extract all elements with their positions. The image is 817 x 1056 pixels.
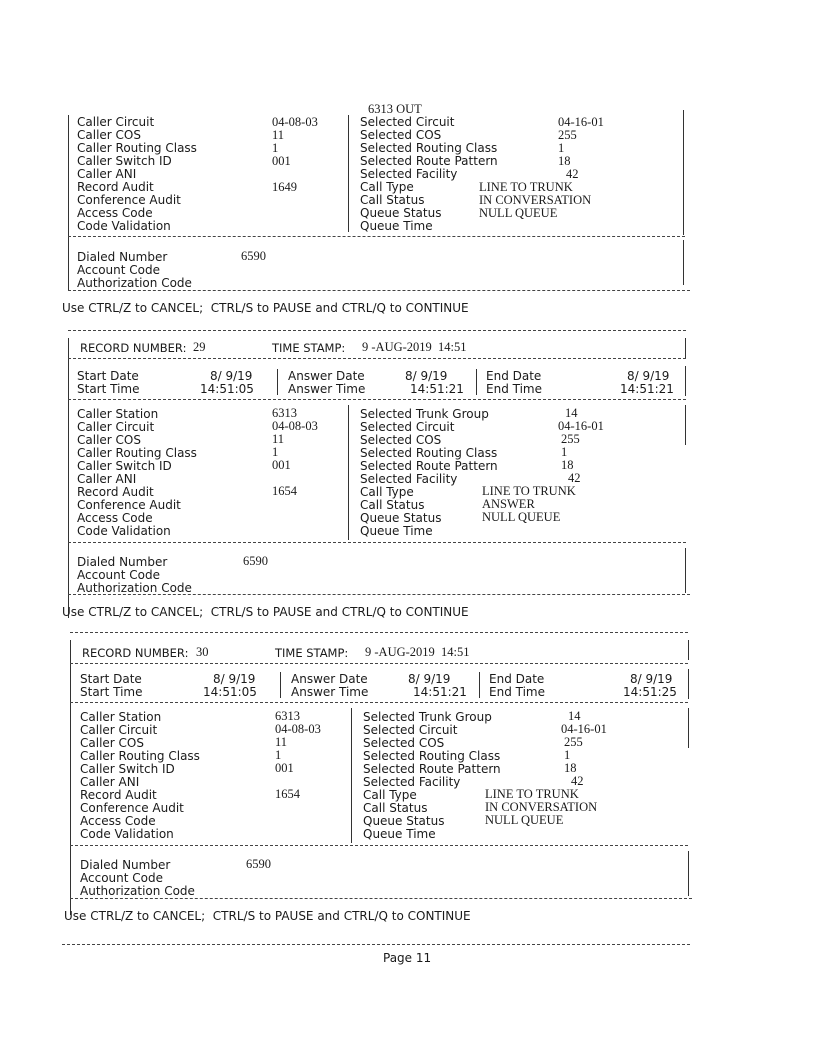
selected-cos-value: 255	[558, 128, 577, 142]
selected-route-pattern-label: Selected Route Pattern	[360, 459, 498, 473]
answer-date-value: 8/ 9/19	[405, 369, 448, 383]
call-status-label: Call Status	[360, 193, 425, 207]
selected-facility-label: Selected Facility	[360, 472, 458, 486]
account-code-label: Account Code	[77, 263, 160, 277]
code-validation-label: Code Validation	[80, 827, 174, 841]
caller-station-label: Caller Station	[77, 407, 159, 421]
queue-status-label: Queue Status	[360, 511, 442, 525]
access-code-label: Access Code	[77, 206, 153, 220]
access-code-label: Access Code	[77, 511, 153, 525]
record-number-label: RECORD NUMBER:	[82, 646, 189, 660]
selected-trunk-group-value: 14	[565, 406, 578, 420]
caller-routing-class-value: 1	[272, 445, 279, 459]
caller-routing-class-label: Caller Routing Class	[80, 749, 200, 763]
call-type-value: LINE TO TRUNK	[479, 180, 573, 194]
authorization-code-label: Authorization Code	[80, 884, 195, 898]
start-time-label: Start Time	[77, 382, 140, 396]
selected-route-pattern-label: Selected Route Pattern	[360, 154, 498, 168]
caller-station-label: Caller Station	[80, 710, 162, 724]
record-number-label: RECORD NUMBER:	[80, 341, 187, 355]
dialed-number-value: 6590	[243, 554, 268, 568]
record-audit-value: 1649	[272, 180, 297, 194]
call-status-label: Call Status	[363, 801, 428, 815]
selected-trunk-group-label: Selected Trunk Group	[363, 710, 492, 724]
dialed-number-label: Dialed Number	[77, 250, 168, 264]
caller-switch-id-label: Caller Switch ID	[77, 459, 172, 473]
account-code-label: Account Code	[80, 871, 163, 885]
record-number-value: 30	[196, 645, 209, 659]
code-validation-label: Code Validation	[77, 524, 171, 538]
pause-instructions: Use CTRL/Z to CANCEL; CTRL/S to PAUSE and CTRL/Q to CONTINUE	[64, 909, 471, 923]
account-code-label: Account Code	[77, 568, 160, 582]
selected-facility-value: 42	[566, 167, 579, 181]
dialed-number-value: 6590	[241, 249, 266, 263]
caller-cos-value: 11	[275, 735, 288, 749]
caller-routing-class-label: Caller Routing Class	[77, 141, 197, 155]
selected-circuit-label: Selected Circuit	[363, 723, 458, 737]
start-time-value: 14:51:05	[203, 685, 257, 699]
caller-switch-id-value: 001	[272, 154, 291, 168]
time-stamp-label: TIME STAMP:	[275, 646, 349, 660]
end-date-value: 8/ 9/19	[630, 672, 673, 686]
selected-routing-class-value: 1	[564, 748, 571, 762]
selected-cos-label: Selected COS	[360, 433, 442, 447]
selected-circuit-label: Selected Circuit	[360, 115, 455, 129]
answer-time-value: 14:51:21	[410, 382, 464, 396]
selected-route-pattern-label: Selected Route Pattern	[363, 762, 501, 776]
record-audit-label: Record Audit	[80, 788, 157, 802]
conference-audit-label: Conference Audit	[77, 498, 181, 512]
answer-time-label: Answer Time	[291, 685, 369, 699]
caller-switch-id-label: Caller Switch ID	[80, 762, 175, 776]
time-stamp-value: 9 -AUG-2019 14:51	[365, 645, 470, 659]
caller-routing-class-label: Caller Routing Class	[77, 446, 197, 460]
caller-switch-id-label: Caller Switch ID	[77, 154, 172, 168]
caller-circuit-label: Caller Circuit	[80, 723, 158, 737]
selected-routing-class-label: Selected Routing Class	[363, 749, 501, 763]
selected-cos-label: Selected COS	[363, 736, 445, 750]
answer-date-label: Answer Date	[288, 369, 365, 383]
queue-status-value: NULL QUEUE	[479, 206, 558, 220]
pause-instructions: Use CTRL/Z to CANCEL; CTRL/S to PAUSE and CTRL/Q to CONTINUE	[62, 301, 469, 315]
caller-routing-class-value: 1	[272, 141, 279, 155]
end-time-value: 14:51:25	[623, 685, 677, 699]
call-type-label: Call Type	[363, 788, 417, 802]
partial-top-line: 6313 OUT	[368, 102, 422, 116]
end-date-label: End Date	[486, 369, 542, 383]
pause-instructions: Use CTRL/Z to CANCEL; CTRL/S to PAUSE and CTRL/Q to CONTINUE	[62, 605, 469, 619]
caller-ani-label: Caller ANI	[80, 775, 140, 789]
end-time-label: End Time	[486, 382, 542, 396]
caller-switch-id-value: 001	[272, 458, 291, 472]
call-status-value: IN CONVERSATION	[485, 800, 598, 814]
start-date-label: Start Date	[80, 672, 142, 686]
call-type-value: LINE TO TRUNK	[485, 787, 579, 801]
selected-routing-class-value: 1	[558, 141, 565, 155]
queue-time-label: Queue Time	[363, 827, 436, 841]
record-audit-value: 1654	[272, 484, 297, 498]
authorization-code-label: Authorization Code	[77, 581, 192, 595]
selected-route-pattern-value: 18	[558, 154, 571, 168]
start-date-value: 8/ 9/19	[213, 672, 256, 686]
end-date-label: End Date	[489, 672, 545, 686]
selected-circuit-label: Selected Circuit	[360, 420, 455, 434]
dialed-number-label: Dialed Number	[77, 555, 168, 569]
queue-status-value: NULL QUEUE	[485, 813, 564, 827]
caller-cos-label: Caller COS	[80, 736, 144, 750]
conference-audit-label: Conference Audit	[77, 193, 181, 207]
code-validation-label: Code Validation	[77, 219, 171, 233]
queue-status-label: Queue Status	[363, 814, 445, 828]
start-date-value: 8/ 9/19	[210, 369, 253, 383]
selected-cos-label: Selected COS	[360, 128, 442, 142]
caller-cos-value: 11	[272, 432, 285, 446]
end-time-label: End Time	[489, 685, 545, 699]
queue-status-value: NULL QUEUE	[482, 510, 561, 524]
call-status-value: ANSWER	[482, 497, 535, 511]
caller-station-value: 6313	[275, 709, 300, 723]
caller-routing-class-value: 1	[275, 748, 282, 762]
call-type-label: Call Type	[360, 485, 414, 499]
caller-circuit-label: Caller Circuit	[77, 115, 155, 129]
record-audit-label: Record Audit	[77, 180, 154, 194]
selected-facility-value: 42	[568, 471, 581, 485]
end-time-value: 14:51:21	[620, 382, 674, 396]
access-code-label: Access Code	[80, 814, 156, 828]
selected-circuit-value: 04-16-01	[558, 115, 604, 129]
selected-trunk-group-label: Selected Trunk Group	[360, 407, 489, 421]
page-number: Page 11	[383, 951, 432, 965]
answer-date-label: Answer Date	[291, 672, 368, 686]
end-date-value: 8/ 9/19	[627, 369, 670, 383]
selected-circuit-value: 04-16-01	[558, 419, 604, 433]
selected-facility-label: Selected Facility	[363, 775, 461, 789]
start-date-label: Start Date	[77, 369, 139, 383]
answer-time-value: 14:51:21	[413, 685, 467, 699]
caller-cos-label: Caller COS	[77, 433, 141, 447]
caller-circuit-label: Caller Circuit	[77, 420, 155, 434]
record-audit-value: 1654	[275, 787, 300, 801]
selected-route-pattern-value: 18	[564, 761, 577, 775]
conference-audit-label: Conference Audit	[80, 801, 184, 815]
call-type-value: LINE TO TRUNK	[482, 484, 576, 498]
selected-routing-class-value: 1	[561, 445, 568, 459]
caller-cos-label: Caller COS	[77, 128, 141, 142]
call-type-label: Call Type	[360, 180, 414, 194]
caller-cos-value: 11	[272, 128, 285, 142]
authorization-code-label: Authorization Code	[77, 276, 192, 290]
time-stamp-value: 9 -AUG-2019 14:51	[362, 340, 467, 354]
caller-station-value: 6313	[272, 406, 297, 420]
selected-cos-value: 255	[561, 432, 580, 446]
selected-trunk-group-value: 14	[568, 709, 581, 723]
caller-ani-label: Caller ANI	[77, 167, 137, 181]
selected-facility-label: Selected Facility	[360, 167, 458, 181]
selected-circuit-value: 04-16-01	[561, 722, 607, 736]
record-number-value: 29	[193, 340, 206, 354]
answer-date-value: 8/ 9/19	[408, 672, 451, 686]
call-status-value: IN CONVERSATION	[479, 193, 592, 207]
selected-cos-value: 255	[564, 735, 583, 749]
dialed-number-label: Dialed Number	[80, 858, 171, 872]
selected-route-pattern-value: 18	[561, 458, 574, 472]
queue-time-label: Queue Time	[360, 524, 433, 538]
queue-time-label: Queue Time	[360, 219, 433, 233]
dialed-number-value: 6590	[246, 857, 271, 871]
start-time-label: Start Time	[80, 685, 143, 699]
caller-switch-id-value: 001	[275, 761, 294, 775]
caller-circuit-value: 04-08-03	[272, 115, 318, 129]
caller-ani-label: Caller ANI	[77, 472, 137, 486]
time-stamp-label: TIME STAMP:	[272, 341, 346, 355]
selected-facility-value: 42	[571, 774, 584, 788]
record-audit-label: Record Audit	[77, 485, 154, 499]
caller-circuit-value: 04-08-03	[272, 419, 318, 433]
call-status-label: Call Status	[360, 498, 425, 512]
answer-time-label: Answer Time	[288, 382, 366, 396]
selected-routing-class-label: Selected Routing Class	[360, 446, 498, 460]
footer-divider	[62, 944, 690, 945]
selected-routing-class-label: Selected Routing Class	[360, 141, 498, 155]
start-time-value: 14:51:05	[200, 382, 254, 396]
queue-status-label: Queue Status	[360, 206, 442, 220]
caller-circuit-value: 04-08-03	[275, 722, 321, 736]
